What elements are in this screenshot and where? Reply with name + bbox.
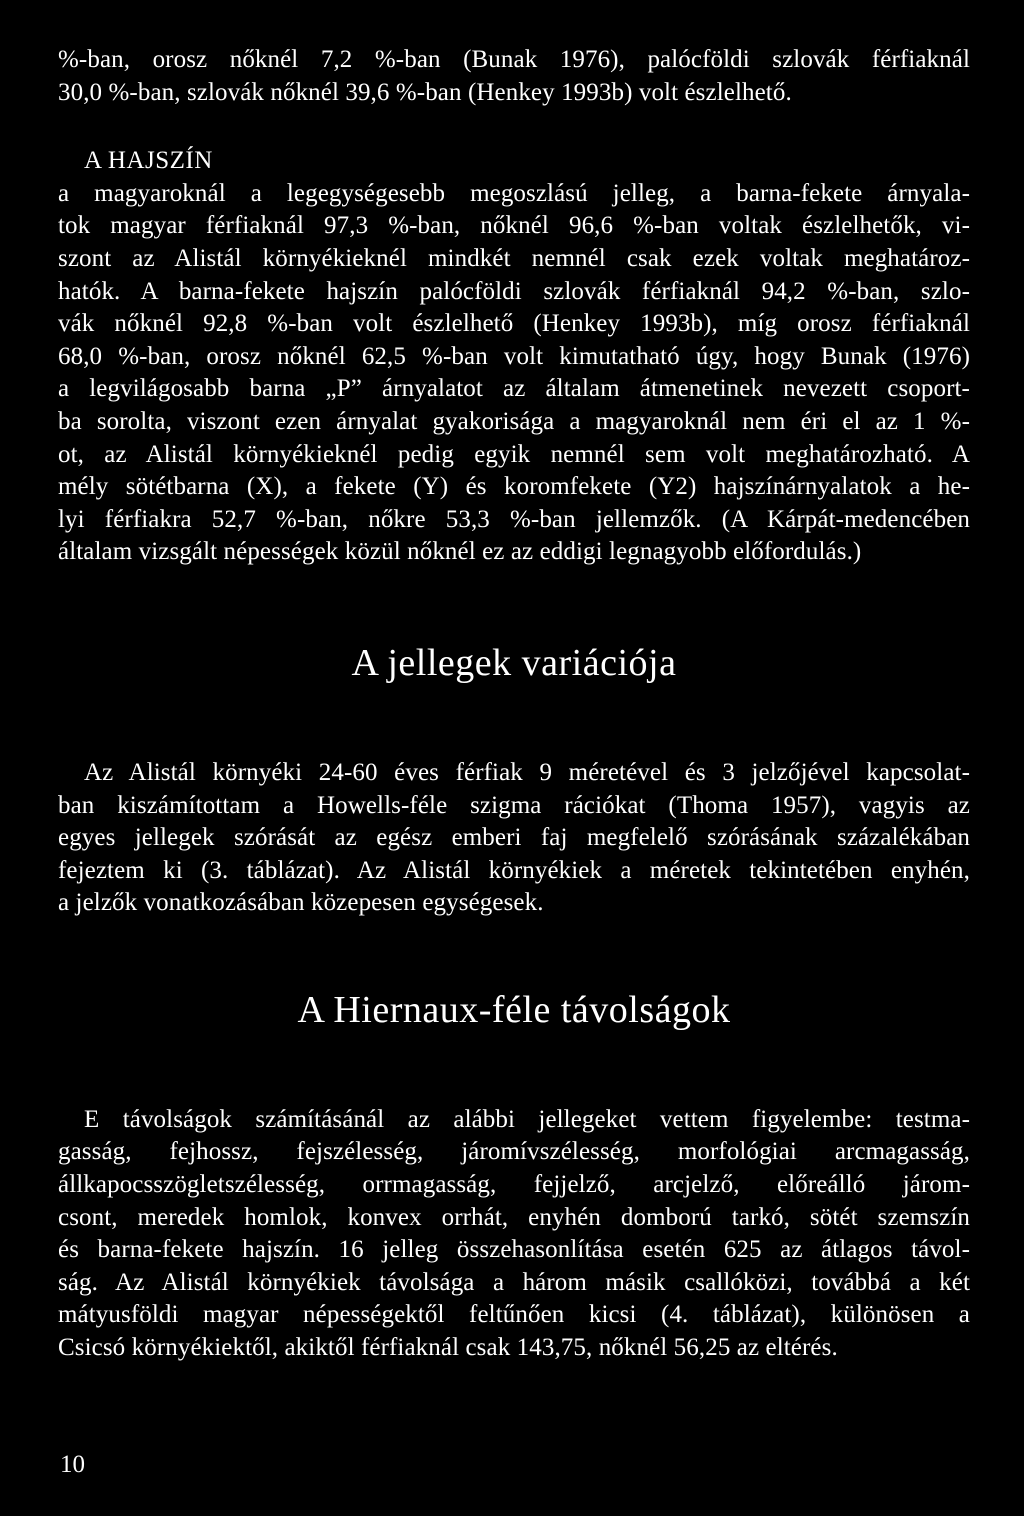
text-line: ság. Az Alistál környékiek távolsága a három másik csallóközi, továbbá a két [58,1268,970,1296]
text-line: állkapocsszögletszélesség, orrmagasság, fejjelző, arcjelző, előreálló járom- [58,1171,970,1199]
paragraph-hajszin [58,178,970,569]
text-line: egyes jellegek szórását az egész emberi faj megfelelő szórásának százalékában [58,824,970,852]
text-line: gasság, fejhossz, fejszélesség, járomívszélesség, morfológiai arcmagasság, [58,1138,970,1166]
paragraph-continuation [58,44,970,109]
text-line: tok magyar férfiaknál 97,3 %-ban, nőknél 96,6 %-ban voltak észlelhetők, vi- [58,212,970,240]
text-line: a legvilágosabb barna „P” árnyalatot az általam átmenetinek nevezett csoport- [58,375,970,403]
text-line: és barna-fekete hajszín. 16 jelleg összehasonlítása esetén 625 az átlagos távol- [58,1236,970,1264]
text-line: Csicsó környékiektől, akiktől férfiaknál csak 143,75, nőknél 56,25 az eltérés. [58,1334,838,1362]
text-line: lyi férfiakra 52,7 %-ban, nőkre 53,3 %-ban jellemzők. (A Kárpát-medencében [58,505,970,533]
text-line: vák nőknél 92,8 %-ban volt észlelhető (Henkey 1993b), míg orosz férfiaknál [58,310,970,338]
text-line: 68,0 %-ban, orosz nőknél 62,5 %-ban volt kimutatható úgy, hogy Bunak (1976) [58,342,970,370]
text-line: csont, meredek homlok, konvex orrhát, enyhén domború tarkó, sötét szemszín [58,1203,970,1231]
text-line: ot, az Alistál környékieknél pedig egyik nemnél sem volt meghatározható. A [58,440,970,468]
page-number: 10 [60,1451,85,1478]
section-subheading-hajszin: A HAJSZÍN [84,147,213,175]
text-line: általam vizsgált népességek közül nőknél ez az eddigi legnagyobb előfordulás.) [58,538,862,566]
text-line: 30,0 %-ban, szlovák nőknél 39,6 %-ban (Henkey 1993b) volt észlelhető. [58,78,792,106]
text-line: hatók. A barna-fekete hajszín palócföldi szlovák férfiaknál 94,2 %-ban, szlo- [58,277,970,305]
page-body [58,44,970,1365]
paragraph-jellegek-variacioja [58,757,970,920]
text-line: %-ban, orosz nőknél 7,2 %-ban (Bunak 1976), palócföldi szlovák férfiaknál [58,46,970,73]
section-heading-jellegek-variacioja: A jellegek variációja [351,641,677,684]
text-line: fejeztem ki (3. táblázat). Az Alistál környékiek a méretek tekintetében enyhén, [58,856,970,884]
text-line: ban kiszámítottam a Howells-féle szigma rációkat (Thoma 1957), vagyis az [58,791,970,819]
text-line: ba sorolta, viszont ezen árnyalat gyakorisága a magyaroknál nem éri el az 1 %- [58,407,970,435]
text-line: mátyusföldi magyar népességektől feltűnően kicsi (4. táblázat), különösen a [58,1301,970,1329]
text-line: E távolságok számításánál az alábbi jellegeket vettem figyelembe: testma- [84,1105,970,1133]
text-line: mély sötétbarna (X), a fekete (Y) és koromfekete (Y2) hajszínárnyalatok a he- [58,473,970,501]
text-line: Az Alistál környéki 24-60 éves férfiak 9 méretével és 3 jelzőjével kapcsolat- [84,758,970,786]
section-heading-hiernaux-tavolsagok: A Hiernaux-féle távolságok [297,988,731,1031]
paragraph-hiernaux-tavolsagok [58,1104,970,1365]
text-line: a magyaroknál a legegységesebb megoszlású jelleg, a barna-fekete árnyala- [58,179,970,207]
text-line: a jelzők vonatkozásában közepesen egységesek. [58,889,544,917]
text-line: szont az Alistál környékieknél mindkét nemnél csak ezek voltak meghatároz- [58,244,970,272]
